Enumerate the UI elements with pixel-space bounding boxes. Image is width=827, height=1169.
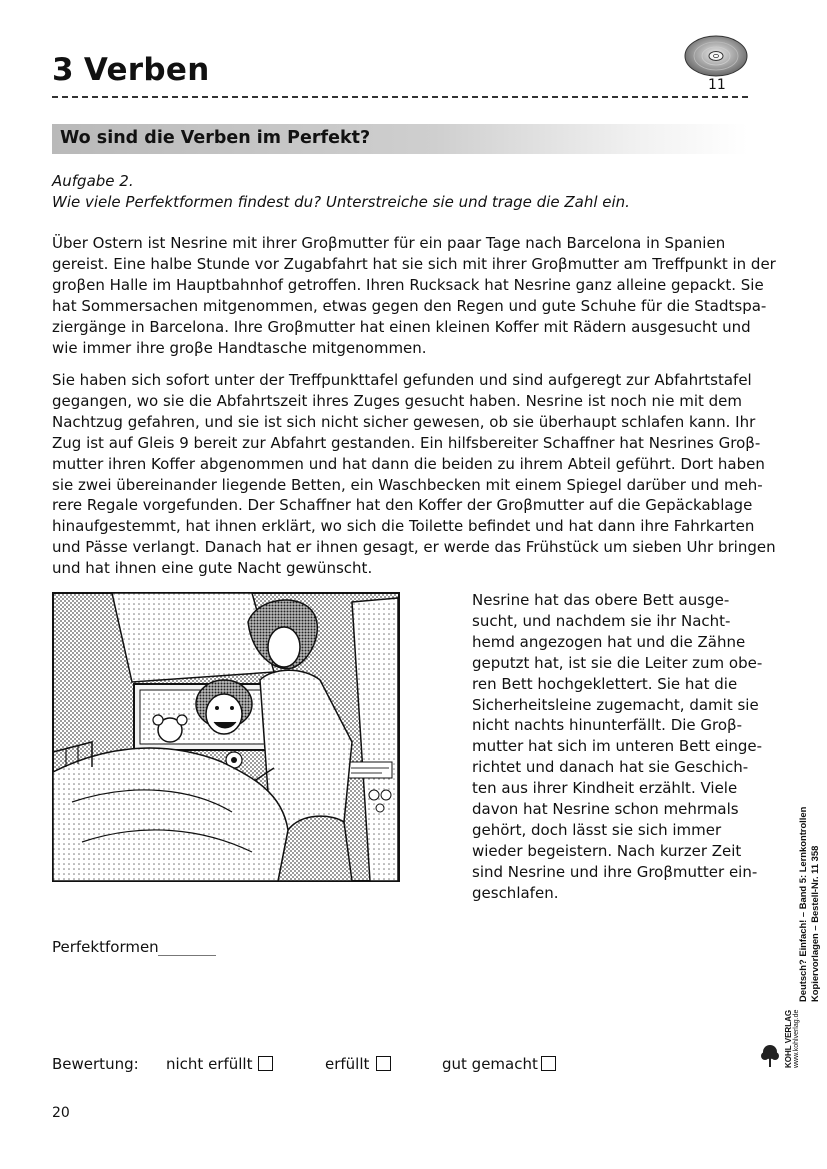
task-instruction: Wie viele Perfektformen findest du? Unterstreiche sie und trage die Zahl ein. xyxy=(52,193,630,211)
publisher-url: www.kohlverlag.de xyxy=(793,1009,800,1068)
text-line: Sie haben sich sofort unter der Treffpunkttafel gefunden und sind aufgeregt zur Abfahrtstafel xyxy=(52,371,752,389)
text-line: ren Bett hochgeklettert. Sie hat die xyxy=(472,674,738,693)
text-line: Sicherheitsleine zugemacht, damit sie xyxy=(472,695,759,714)
text-line: sind Nesrine und ihre Groβmutter ein- xyxy=(472,862,758,881)
text-line: hinaufgestemmt, hat ihnen erklärt, wo sich die Toilette befindet und hat dann ihre Fahrkarten xyxy=(52,517,755,536)
chapter-name: Verben xyxy=(83,52,210,88)
text-line: und Pässe verlangt. Danach hat er ihnen gesagt, er werde das Frühstück um sieben Uhr bringen xyxy=(52,538,776,557)
text-line: mutter hat sich im unteren Bett einge- xyxy=(472,737,763,756)
rating-label: Bewertung: xyxy=(52,1055,139,1073)
text-line: mutter ihren Koffer abgenommen und hat dann die beiden zu ihrem Abteil geführt. Dort haben xyxy=(52,454,765,473)
text-line: geputzt hat, ist sie die Leiter zum obe- xyxy=(472,653,763,672)
text-line: gehört, doch lässt sie sich immer xyxy=(472,820,722,839)
text-line: Nesrine hat das obere Bett ausge- xyxy=(472,591,730,609)
checkbox-nicht-erfuellt[interactable] xyxy=(258,1056,273,1071)
chapter-number: 3 xyxy=(52,52,74,88)
text-line: gereist. Eine halbe Stunde vor Zugabfahrt hat sie sich mit ihrer Groβmutter am Treffpunkt in der xyxy=(52,254,776,273)
text-line: davon hat Nesrine schon mehrmals xyxy=(472,800,739,819)
text-line: hat Sommersachen mitgenommen, etwas gegen den Regen und gute Schuhe für die Stadtspa- xyxy=(52,296,767,315)
publisher-logo xyxy=(760,1008,800,1072)
text-line: geschlafen. xyxy=(472,883,559,902)
checkbox-gut-gemacht[interactable] xyxy=(541,1056,556,1071)
text-line: hemd angezogen hat und die Zähne xyxy=(472,632,746,651)
story-paragraph-2 xyxy=(52,370,776,579)
chapter-title xyxy=(52,52,210,88)
text-line: gegangen, wo sie die Abfahrtszeit ihres Zuges gesucht haben. Nesrine ist noch nie mit dem xyxy=(52,391,742,410)
series-title: Deutsch? Einfach! – Band 5: Lernkontrollen xyxy=(797,806,808,1002)
text-line: Zug ist auf Gleis 9 bereit zur Abfahrt gestanden. Ein hilfsbereiter Schaffner hat Nesrines Groβ- xyxy=(52,433,761,452)
cd-track-number: 11 xyxy=(708,77,726,93)
sleeping-car-illustration xyxy=(52,592,400,882)
text-line: ten aus ihrer Kindheit erzählt. Viele xyxy=(472,779,738,798)
story-paragraph-3 xyxy=(472,590,762,904)
rating-option-label: gut gemacht xyxy=(442,1055,538,1073)
text-line: ziergänge in Barcelona. Ihre Groβmutter hat einen kleinen Koffer mit Rädern ausgesucht und xyxy=(52,317,751,336)
text-line: sie zwei übereinander liegende Betten, ein Waschbecken mit einem Spiegel darüber und meh- xyxy=(52,475,763,494)
tree-icon xyxy=(760,1044,780,1068)
section-header xyxy=(52,124,748,154)
answer-label: Perfektformen xyxy=(52,938,159,956)
header-divider xyxy=(52,96,748,98)
publisher-name: KOHL VERLAG xyxy=(784,1009,793,1068)
text-line: rere Regale vorgefunden. Der Schaffner hat den Koffer der Groβmutter auf die Gepäckablage xyxy=(52,496,753,515)
task-block xyxy=(52,171,742,213)
rating-option-label: erfüllt xyxy=(325,1055,370,1073)
order-number: Kopiervorlagen – Bestell-Nr. 11 358 xyxy=(809,845,820,1002)
task-label: Aufgabe 2. xyxy=(52,172,134,190)
text-line: und hat ihnen eine gute Nacht gewünscht. xyxy=(52,559,373,578)
section-title: Wo sind die Verben im Perfekt? xyxy=(60,128,371,148)
text-line: groβen Halle im Hauptbahnhof getroffen. Ihren Rucksack hat Nesrine ganz alleine gepackt. Sie xyxy=(52,275,764,294)
text-line: Nachtzug gefahren, und sie ist sich nicht sicher gewesen, ob sie überhaupt schlafen kann. Ihr xyxy=(52,412,756,431)
text-line: wieder begeistern. Nach kurzer Zeit xyxy=(472,841,742,860)
text-line: Über Ostern ist Nesrine mit ihrer Groβmutter für ein paar Tage nach Barcelona in Spanien xyxy=(52,234,726,252)
text-line: wie immer ihre groβe Handtasche mitgenommen. xyxy=(52,338,427,357)
checkbox-erfuellt[interactable] xyxy=(376,1056,391,1071)
page-number: 20 xyxy=(52,1105,70,1121)
story-paragraph-1 xyxy=(52,233,776,358)
answer-blank[interactable] xyxy=(158,955,216,956)
text-line: sucht, und nachdem sie ihr Nacht- xyxy=(472,611,731,630)
rating-option-label: nicht erfüllt xyxy=(166,1055,253,1073)
text-line: nicht nachts hinunterfällt. Die Groβ- xyxy=(472,716,743,735)
text-line: richtet und danach hat sie Geschich- xyxy=(472,758,749,777)
